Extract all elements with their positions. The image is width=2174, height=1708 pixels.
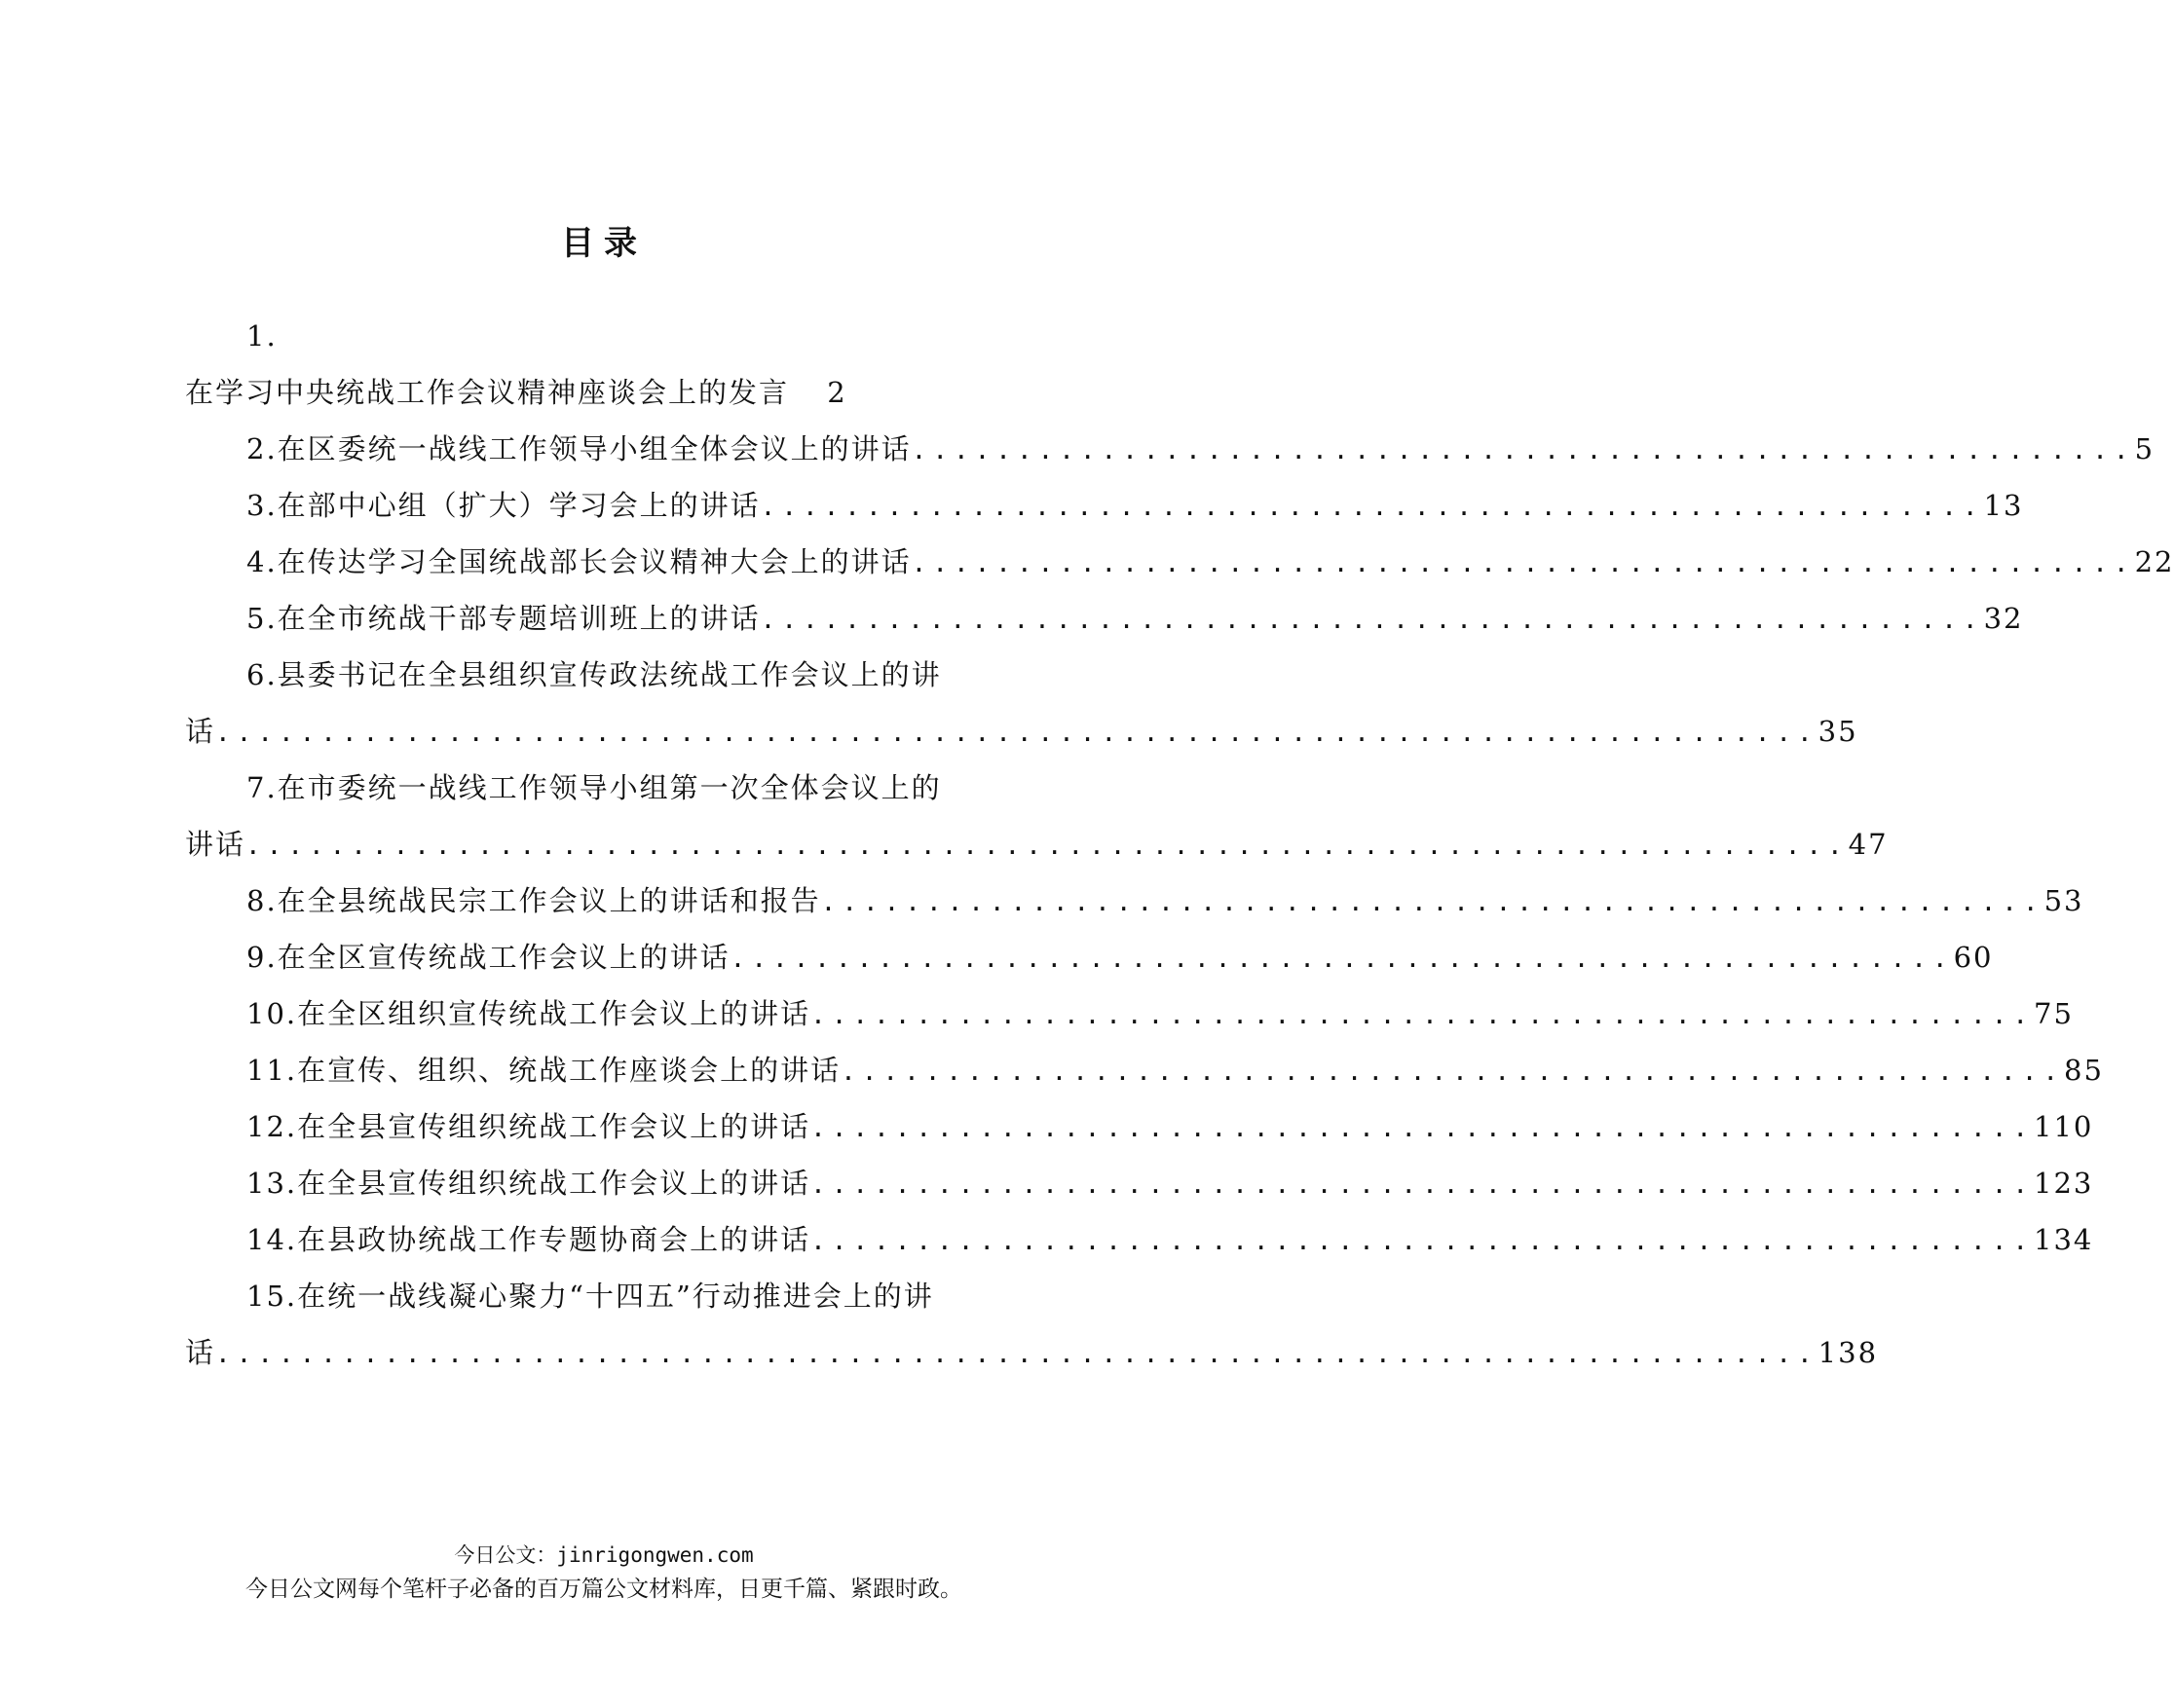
toc-entry-title: 13.在全县宣传组织统战工作会议上的讲话 [246,1167,811,1200]
dot-leader: .......................................................... [820,888,2044,917]
page-title: 目录 [561,224,647,263]
toc-entry-7-line1[interactable]: 7.在市委统一战线工作领导小组第一次全体会议上的 [246,771,942,804]
toc-entry-title: 4.在传达学习全国统战部长会议精神大会上的讲话 [246,545,912,578]
toc-entry-7[interactable] [185,823,1889,866]
toc-entry-page: 47 [1848,828,1889,861]
footer-site-link[interactable]: jinrigongwen.com [556,1543,754,1567]
toc-entry-title: 8.在全县统战民宗工作会议上的讲话和报告 [246,884,821,917]
footer-site [0,1540,1208,1569]
toc-entry-6[interactable] [185,710,1858,753]
dot-leader: .......................................................... [911,436,2135,465]
dot-leader: .......................................................... [760,493,1984,522]
dot-leader: .......................................................... [810,1001,2035,1030]
toc-entry-title-cont: 讲话 [185,828,246,861]
toc-entry-1[interactable] [185,371,1067,414]
toc-entry-page: 2 [827,376,847,409]
toc-entry-page: 5 [2134,432,2155,465]
toc-entry-title: 3.在部中心组（扩大）学习会上的讲话 [246,489,761,522]
dot-leader: ............................................................................ [215,1340,1818,1369]
dot-leader: ............................................................................ [245,832,1849,861]
dot-leader: ............................................................................ [215,719,1818,748]
dot-leader: .......................................................... [810,1114,2035,1143]
toc-entry-title: 9.在全区宣传统战工作会议上的讲话 [246,941,731,974]
toc-entry-page: 13 [1983,489,2024,522]
toc-entry-title: 在学习中央统战工作会议精神座谈会上的发言 [185,376,790,409]
dot-leader: .......................................................... [841,1058,2065,1087]
toc-entry-title: 12.在全县宣传组织统战工作会议上的讲话 [246,1110,811,1143]
toc-entry-13[interactable] [246,1162,2094,1205]
toc-entry-9[interactable] [246,936,1994,979]
toc-entry-3[interactable] [246,484,2024,527]
dot-leader: .......................................................... [911,549,2135,578]
toc-entry-8[interactable] [246,879,2084,922]
toc-entry-page: 22 [2134,545,2174,578]
footer-site-label: 今日公文： [454,1543,557,1567]
toc-entry-15[interactable] [185,1331,1879,1374]
dot-leader: .......................................................... [810,1227,2035,1256]
toc-entry-10[interactable] [246,992,2074,1035]
toc-entry-page: 85 [2064,1054,2104,1087]
toc-entry-14[interactable] [246,1218,2094,1261]
toc-entry-title: 14.在县政协统战工作专题协商会上的讲话 [246,1223,811,1256]
toc-entry-6-line1[interactable]: 6.县委书记在全县组织宣传政法统战工作会议上的讲 [246,658,942,691]
toc-entry-title-cont: 话 [185,1336,216,1369]
toc-entry-page: 134 [2034,1223,2094,1256]
toc-entry-title: 2.在区委统一战线工作领导小组全体会议上的讲话 [246,432,912,465]
toc-entry-page: 35 [1818,715,1858,748]
toc-entry-4[interactable] [246,540,2174,583]
toc-entry-11[interactable] [246,1049,2104,1092]
toc-entry-15-line1[interactable]: 15.在统一战线凝心聚力“十四五”行动推进会上的讲 [246,1280,934,1313]
toc-entry-page: 123 [2034,1167,2094,1200]
toc-entry-2[interactable] [246,427,2155,470]
toc-entry-title: 10.在全区组织宣传统战工作会议上的讲话 [246,997,811,1030]
toc-entry-page: 75 [2034,997,2074,1030]
toc-entry-page: 110 [2034,1110,2094,1143]
toc-entry-page: 138 [1818,1336,1879,1369]
footer-slogan: 今日公文网每个笔杆子必备的百万篇公文材料库，日更千篇、紧跟时政。 [245,1577,962,1602]
toc-entry-page: 32 [1983,602,2024,635]
toc-entry-page: 60 [1953,941,1994,974]
toc-entry-title-cont: 话 [185,715,216,748]
toc-entry-page: 53 [2043,884,2084,917]
dot-leader: .......................................................... [730,945,1954,974]
dot-leader: .......................................................... [810,1170,2035,1200]
toc-entry-5[interactable] [246,597,2024,640]
toc-entry-title: 11.在宣传、组织、统战工作座谈会上的讲话 [246,1054,842,1087]
dot-leader: .......................................................... [760,606,1984,635]
toc-entry-12[interactable] [246,1105,2094,1148]
toc-entry-title: 5.在全市统战干部专题培训班上的讲话 [246,602,761,635]
toc-entry-1-number: 1. [246,319,278,353]
